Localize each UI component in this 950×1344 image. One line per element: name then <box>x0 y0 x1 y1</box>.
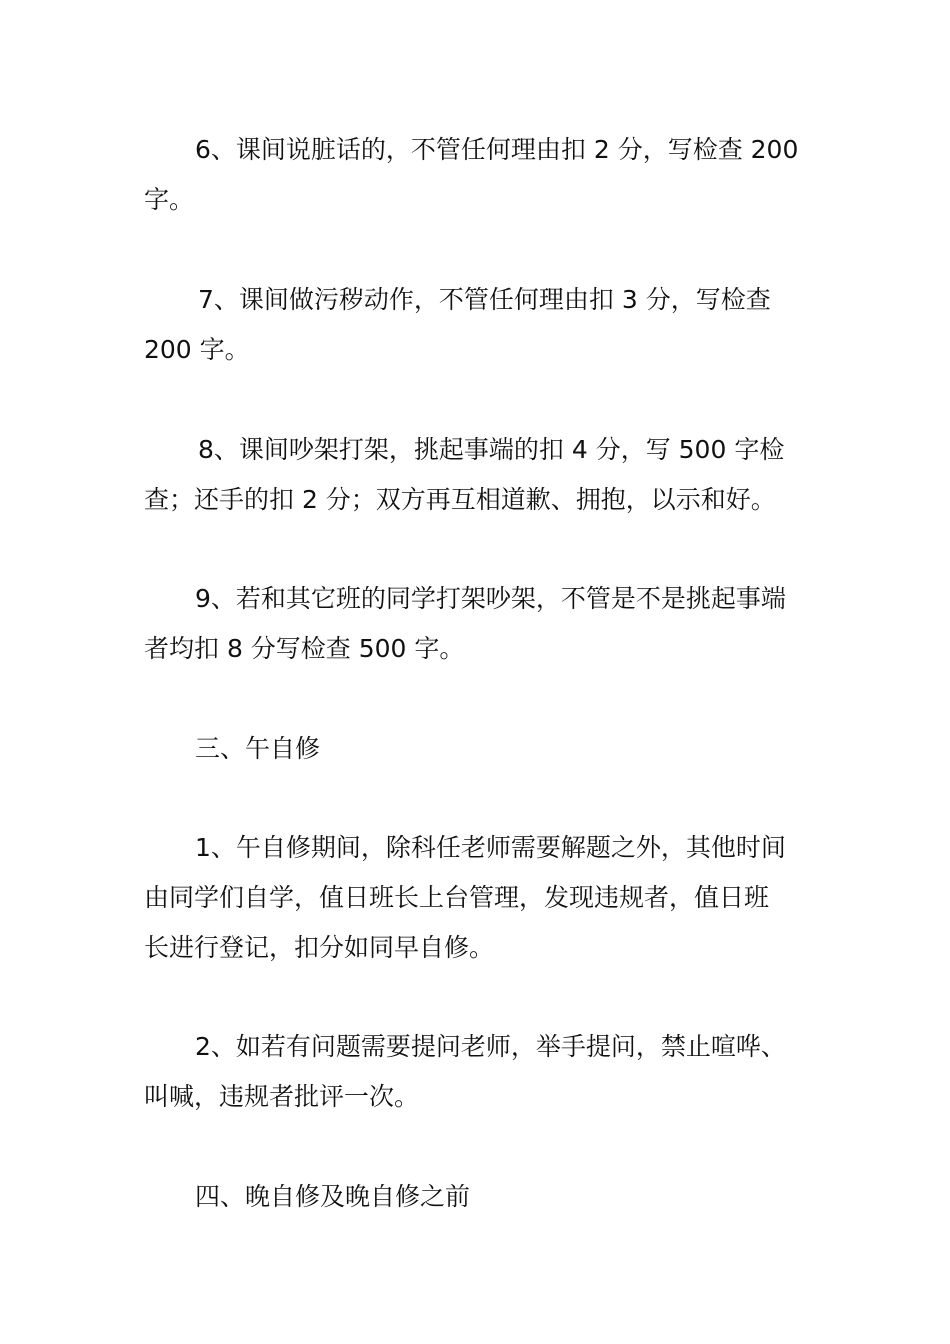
rule-paragraph-noon-2 <box>144 1022 810 1122</box>
rule-paragraph-noon-1 <box>144 823 810 973</box>
paragraph-line: 7、课间做污秽动作，不管任何理由扣 3 分，写检查 <box>198 285 771 314</box>
paragraph-line: 叫喊，违规者批评一次。 <box>144 1082 420 1111</box>
paragraph-line: 2、如若有问题需要提问老师，举手提问，禁止喧哗、 <box>195 1032 786 1061</box>
paragraph-line: 长进行登记，扣分如同早自修。 <box>144 933 495 962</box>
section-heading-evening-study: 四、晚自修及晚自修之前 <box>195 1182 471 1211</box>
paragraph-line: 9、若和其它班的同学打架吵架，不管是不是挑起事端 <box>195 584 786 613</box>
rule-paragraph-6 <box>144 125 810 225</box>
paragraph-line: 8、课间吵架打架，挑起事端的扣 4 分，写 500 字检 <box>198 435 785 464</box>
paragraph-line: 由同学们自学，值日班长上台管理，发现违规者，值日班 <box>144 883 770 912</box>
paragraph-line: 字。 <box>144 185 195 214</box>
paragraph-line: 1、午自修期间，除科任老师需要解题之外，其他时间 <box>195 833 786 862</box>
rule-paragraph-8 <box>144 425 810 525</box>
rule-paragraph-7 <box>144 275 810 375</box>
paragraph-line: 200 字。 <box>144 335 250 364</box>
paragraph-line: 6、课间说脏话的，不管任何理由扣 2 分，写检查 200 <box>195 135 799 164</box>
paragraph-line: 者均扣 8 分写检查 500 字。 <box>144 634 465 663</box>
rule-paragraph-9 <box>144 574 810 674</box>
section-heading-noon-study: 三、午自修 <box>195 734 321 763</box>
paragraph-line: 查；还手的扣 2 分；双方再互相道歉、拥抱，以示和好。 <box>144 485 776 514</box>
